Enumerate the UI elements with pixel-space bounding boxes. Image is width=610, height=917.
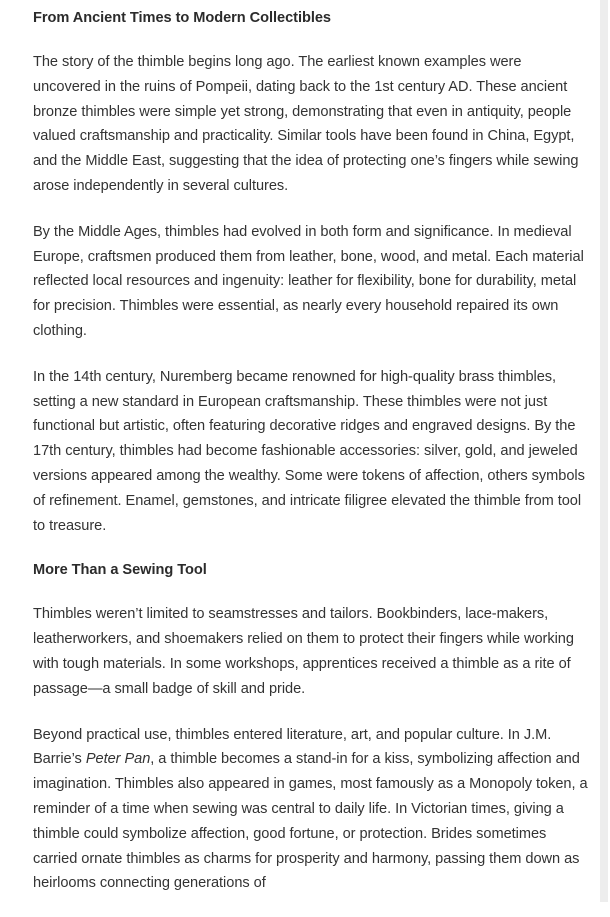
section-heading-more-than-tool: More Than a Sewing Tool — [33, 562, 207, 579]
vertical-scrollbar[interactable] — [600, 0, 608, 902]
culture-text-end: , a thimble becomes a stand-in for a kiss, symbolizing affection and imagination. Thimbles also appeared in games, most famously as a Monopoly token, a reminder of a time when sewing was central to daily life. In Victorian times, giving a thimble could symbolize affection, good fortune, or protection. Brides sometimes carried ornate thimbles as charms for prosperity and harmony, passing them down as heirlooms connecting generations of — [33, 751, 588, 892]
paragraph-middle-ages: By the Middle Ages, thimbles had evolved in both form and significance. In medieval Europe, craftsmen produced them from leather, bone, wood, and metal. Each material reflected local resources and ingenuity: leather for flexibility, bone for durability, metal for precision. Thimbles were essential, as nearly every household repaired its own clothing. — [33, 223, 584, 339]
section-heading-ancient-times: From Ancient Times to Modern Collectibles — [33, 10, 331, 26]
paragraph-other-trades: Thimbles weren’t limited to seamstresses and tailors. Bookbinders, lace-makers, leatherworkers, and shoemakers relied on them to protect their fingers while working with tough materials. In some workshops, apprentices received a thimble as a rite of passage—a small badge of skill and pride. — [33, 606, 574, 697]
paragraph-nuremberg: In the 14th century, Nuremberg became renowned for high-quality brass thimbles, setting a new standard in European craftsmanship. These thimbles were not just functional but artistic, often featuring decorative ridges and engraved designs. By the 17th century, thimbles had become fashionable accessories: silver, gold, and jeweled versions appeared among the wealthy. Some were tokens of affection, others symbols of refinement. Enamel, gemstones, and intricate filigree elevated the thimble from tool to treasure. — [33, 368, 585, 534]
culture-text-start: Beyond practical use, thimbles entered literature, art, and popular culture. In J.M. Barrie’s — [33, 726, 552, 768]
paragraph-origins: The story of the thimble begins long ago. The earliest known examples were uncovered in the ruins of Pompeii, dating back to the 1st century AD. These ancient bronze thimbles were simple yet strong, demonstrating that even in antiquity, people valued craftsmanship and practicality. Similar tools have been found in China, Egypt, and the Middle East, suggesting that the idea of protecting one’s fingers while sewing arose independently in several cultures. — [33, 54, 579, 194]
article-body — [33, 7, 593, 917]
book-title-peter-pan: Peter Pan — [85, 751, 151, 768]
paragraph-culture — [33, 723, 593, 897]
